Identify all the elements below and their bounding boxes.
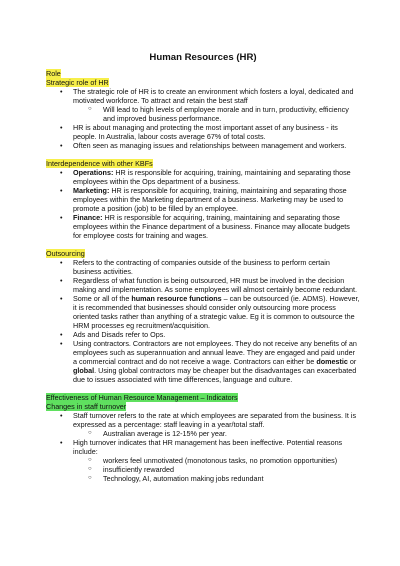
marketing-text: HR is responsible for acquiring, training, maintaining and separating those employees within the Marketing department of a business. Marketing may be used to promote a position (job) to be filled by an employee. [73,186,347,213]
list-item [73,213,360,240]
outsourcing-list [46,258,360,384]
outsourcing-b5-pre: Using contractors. Contractors are not employees. They do not receive any benefits of an employees such as superannuation and annual leave. They are engaged and paid under a commercial contract and do not receive a wage. Contractors can either be [73,339,357,366]
list-item [73,294,360,330]
outsourcing-b5-mid: or [347,357,357,366]
turnover-sub-list [73,429,360,438]
outsourcing-b3-pre: Some or all of the [73,294,132,303]
list-item [73,168,360,186]
turnover-definition: Staff turnover refers to the rate at which employees are separated from the business. It is expressed as a percentage: staff leaving in a year/total staff. [73,411,357,429]
operations-text: HR is responsible for acquiring, training, maintaining and separating those employees within the Ops department of a business. [73,168,351,186]
role-bullet-1: The strategic role of HR is to create an environment which fosters a loyal, dedicated and motivated workforce. To attract and retain the best staff [73,87,354,105]
kbf-label: Interdependence with other KBFs [46,159,153,168]
staff-turnover-heading [46,402,360,411]
role-sub-list [73,105,360,123]
reasons-sub-list [73,456,360,483]
strategic-role-label: Strategic role of HR [46,78,109,87]
list-item: • Regardless of what function is being outsourced, HR must be involved in the decision making and implementation. As some employees will almost certainly become redundant. [73,276,360,294]
global-term: global [73,366,95,375]
role-list [46,87,360,150]
outsourcing-b3-post: – can be outsourced (ie. ADMS). However, it is recommended that businesses should consider only outsourcing more process oriented tasks rather than anything of a strategic value. Eg it is common to outsource the HRM processes eg recruitment/acquisition. [73,294,360,330]
effectiveness-heading [46,393,360,402]
list-item [73,411,360,438]
role-label: Role [46,69,61,78]
kbf-heading [46,159,360,168]
outsourcing-b5-post: . Using global contractors may be cheaper but the disadvantages can exacerbated due to issues associated with time differences, language and culture. [73,366,357,384]
marketing-term: Marketing: [73,186,110,195]
list-item: ○ Will lead to high levels of employee morale and in turn, productivity, efficiency and improved business performance. [103,105,360,123]
effectiveness-label: Effectiveness of Human Resource Management – Indicators [46,393,238,402]
list-item: ○ Technology, AI, automation making jobs redundant [103,474,360,483]
list-item: • Ads and Disads refer to Ops. [73,330,360,339]
list-item: • Often seen as managing issues and relationships between management and workers. [73,141,360,150]
staff-turnover-label: Changes in staff turnover [46,402,127,411]
list-item [73,186,360,213]
operations-term: Operations: [73,168,114,177]
role-heading [46,69,360,78]
domestic-term: domestic [316,357,348,366]
page-title: Human Resources (HR) [149,52,257,63]
outsourcing-label: Outsourcing [46,249,85,258]
effectiveness-list [46,411,360,483]
kbf-list [46,168,360,240]
list-item [73,339,360,384]
list-item [73,87,360,123]
finance-text: HR is responsible for acquiring, training, maintaining and separating those employees within the Finance department of a business. Finance may allocate budgets for employee costs for training and wages. [73,213,350,240]
list-item: • HR is about managing and protecting the most important asset of any business - its people. In Australia, labour costs average 67% of total costs. [73,123,360,141]
outsourcing-heading [46,249,360,258]
list-item [73,438,360,483]
strategic-role-heading [46,78,360,87]
list-item: ○ Australian average is 12-15% per year. [103,429,360,438]
list-item: • Refers to the contracting of companies outside of the business to perform certain business activities. [73,258,360,276]
list-item: ○ workers feel unmotivated (monotonous tasks, no promotion opportunities) [103,456,360,465]
high-turnover-text: High turnover indicates that HR management has been ineffective. Potential reasons include: [73,438,343,456]
hr-functions-term: human resource functions [131,294,222,303]
finance-term: Finance: [73,213,103,222]
list-item: ○ insufficiently rewarded [103,465,360,474]
